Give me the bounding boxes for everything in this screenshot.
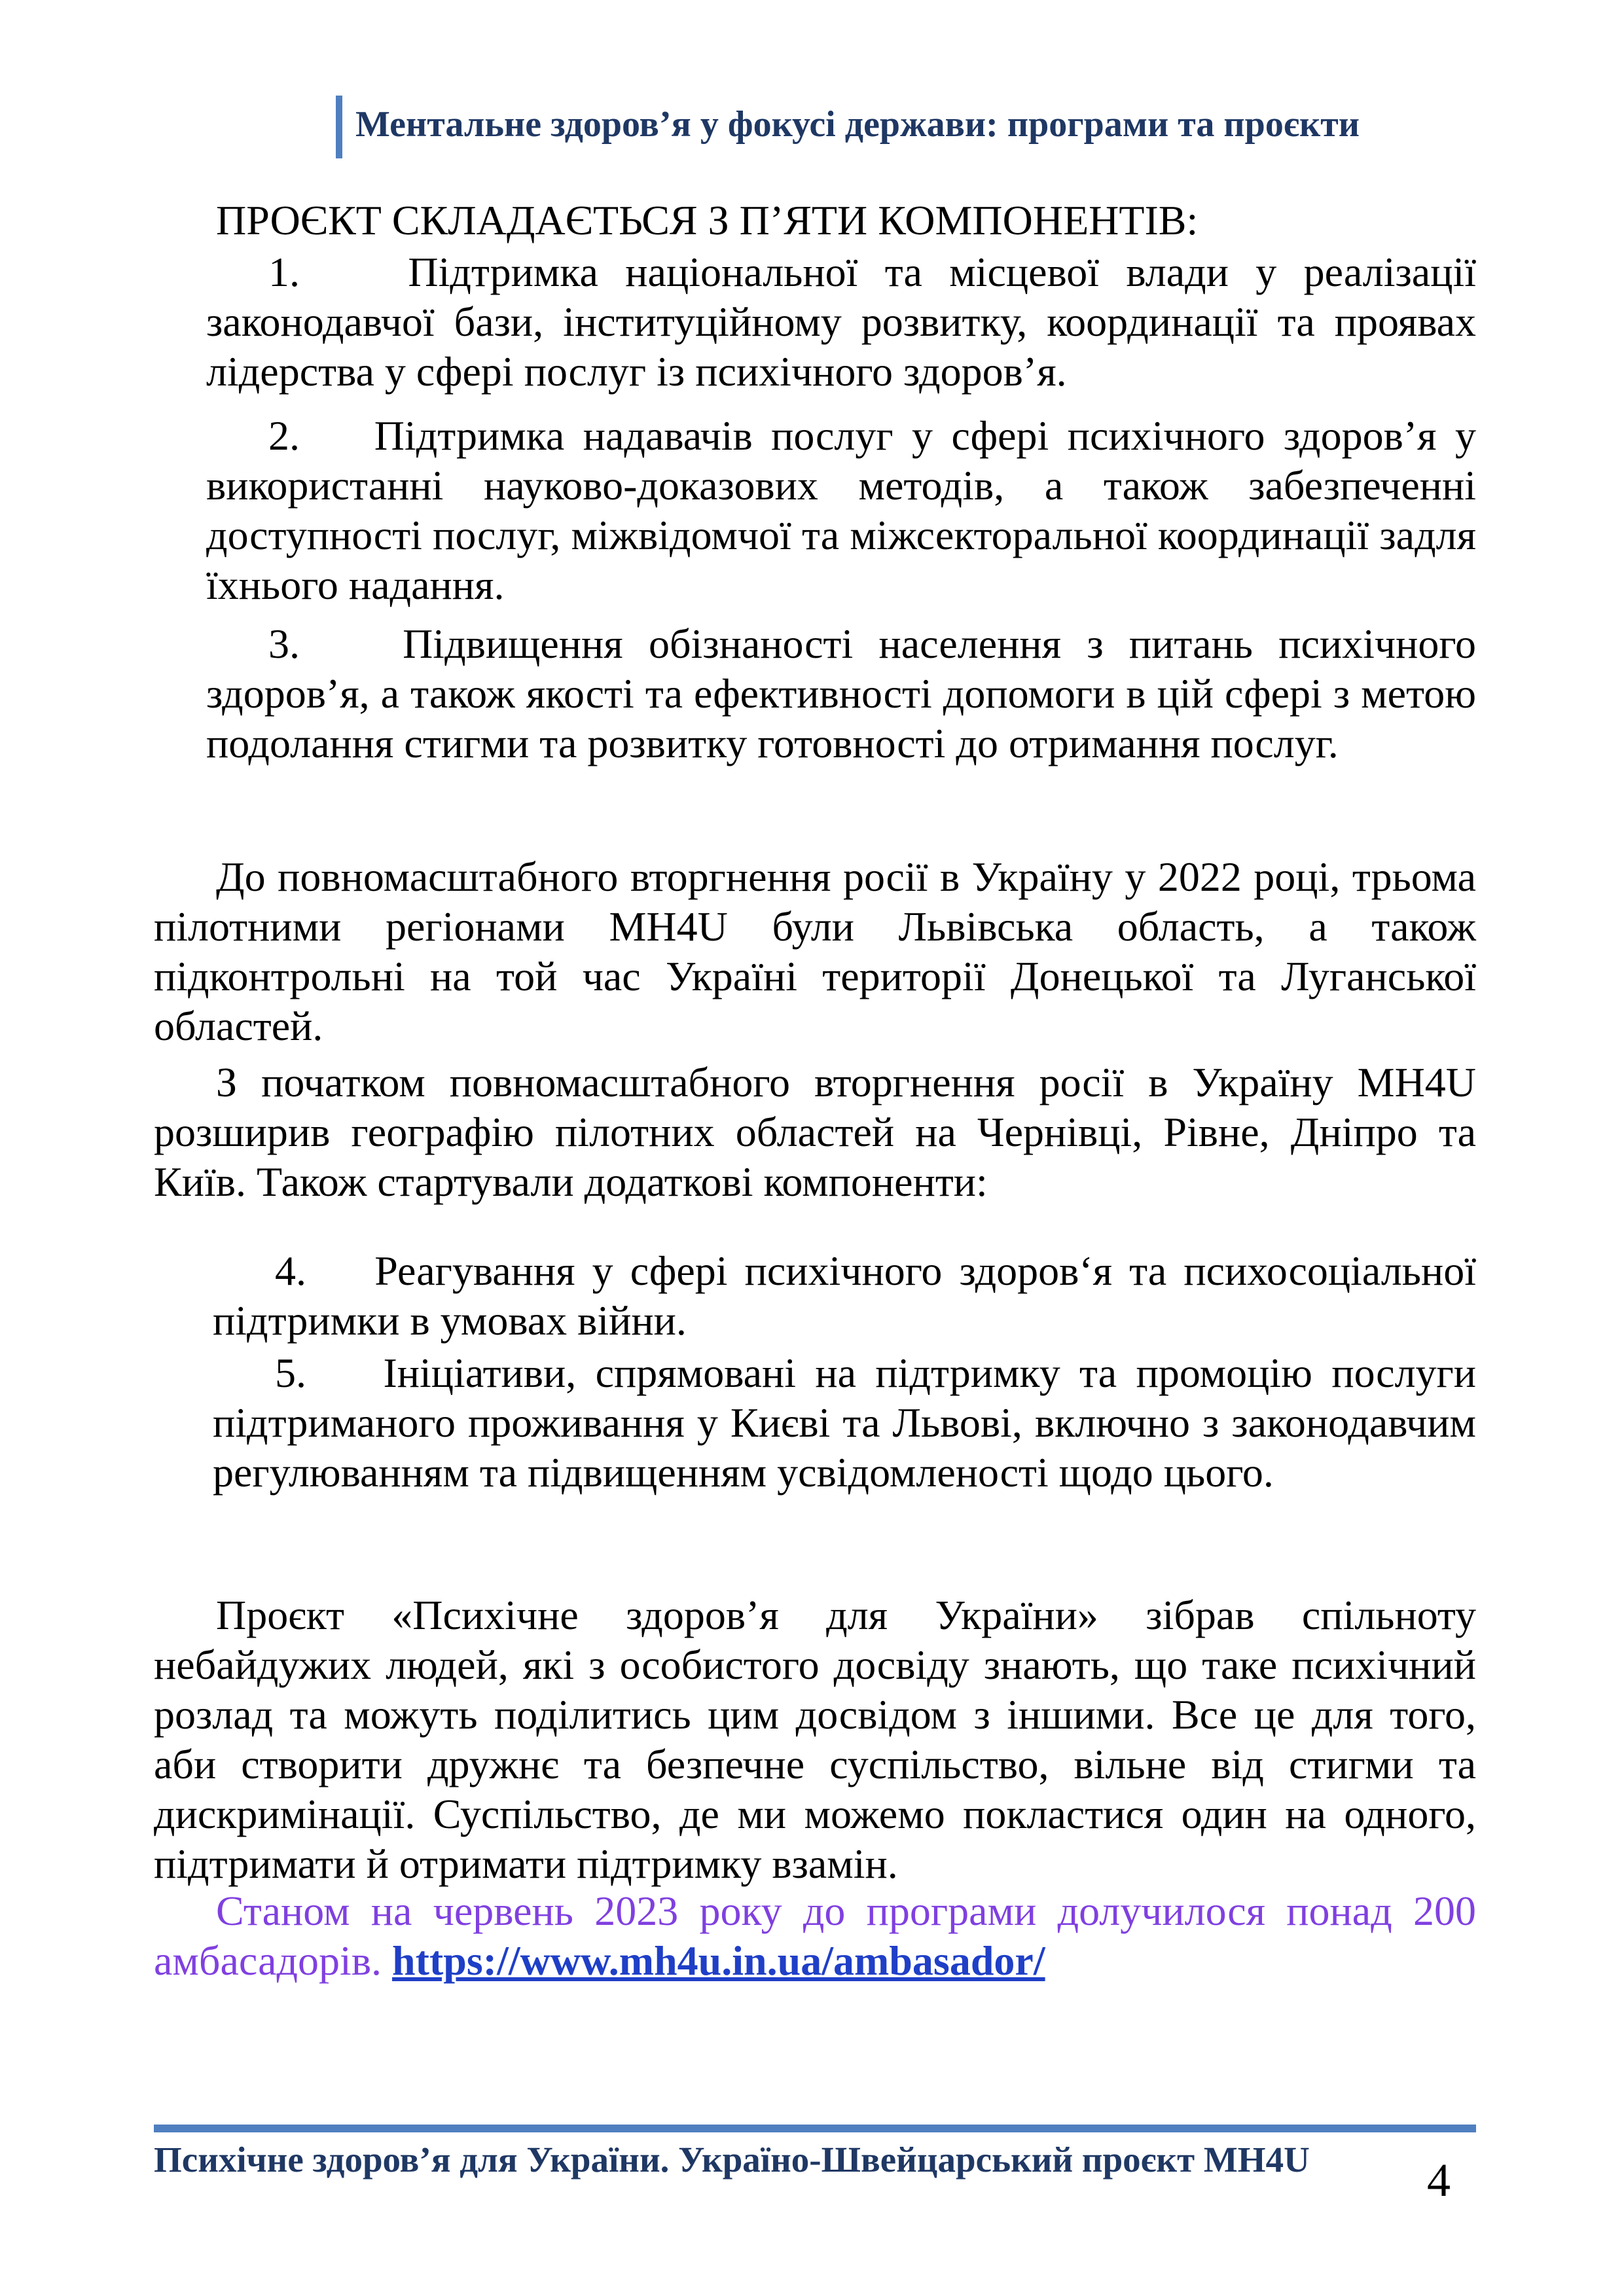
list-text: Ініціативи, спрямовані на підтримку та промоцію послуги підтриманого проживання у Києві та Львові, включно з законодавчим регулюванням та підвищенням усвідомленості щодо цього. [213,1350,1477,1496]
paragraph: З початком повномасштабного вторгнення росії в Україну MH4U розширив географію пілотних областей на Чернівці, Рівне, Дніпро та Київ. Також стартували додаткові компоненти: [154,1059,1476,1205]
list-item [213,1246,1476,1346]
list-item [206,247,1476,397]
paragraph: До повномасштабного вторгнення росії в Україну у 2022 році, трьома пілотними регіонами MH4U були Львівська область, а також підконтрольні на той час Україні території Донецької та Луганської областей. [154,853,1476,1049]
ambassadors-link[interactable]: https://www.mh4u.in.ua/ambasador/ [392,1937,1045,1984]
list-text: Реагування у сфері психічного здоров‘я та психосоціальної підтримки в умовах війни. [213,1247,1476,1344]
page-number: 4 [1427,2154,1451,2206]
list-number: 2. [268,412,300,459]
list-item [206,411,1476,610]
list-text: Підвищення обізнаності населення з питань психічного здоров’я, а також якості та ефективності допомоги в цій сфері з метою подолання стигми та розвитку готовності до отримання послуг. [206,620,1477,766]
list-number: 5. [275,1350,306,1396]
list-text: Підтримка національної та місцевої влади у реалізації законодавчої бази, інституційному розвитку, координації та проявах лідерства у сфері послуг із психічного здоров’я. [206,249,1477,395]
list-item [206,619,1476,768]
list-item [213,1348,1476,1498]
list-number: 1. [268,249,300,295]
ambassadors-text: Станом на червень 2023 року до програми долучилося понад 200 амбасадорів. [154,1888,1476,1984]
header-accent-bar [336,96,342,158]
footer-divider [154,2125,1476,2132]
list-text: Підтримка надавачів послуг у сфері психічного здоров’я у використанні науково-доказових методів, а також забезпеченні доступності послуг, міжвідомчої та міжсекторальної координації задля їхнього надання. [206,412,1477,608]
header-title: Ментальне здоров’я у фокусі держави: програми та проєкти [355,104,1360,145]
ambassadors-paragraph [154,1886,1476,1986]
section-heading: ПРОЄКТ СКЛАДАЄТЬСЯ З П’ЯТИ КОМПОНЕНТІВ: [216,197,1199,243]
page-header [336,92,1449,157]
paragraph: Проєкт «Психічне здоров’я для України» зібрав спільноту небайдужих людей, які з особистого досвіду знають, що таке психічний розлад та можуть поділитись цим досвідом з іншими. Все це для того, аби створити дружнє та безпечне суспільство, вільне від стигми та дискримінації. Суспільство, де ми можемо покластися один на одного, підтримати й отримати підтримку взамін. [154,1592,1476,1887]
list-number: 4. [275,1247,306,1294]
list-number: 3. [268,620,300,667]
footer-title: Психічне здоров’я для України. Україно-Швейцарський проєкт MH4U [154,2140,1310,2179]
